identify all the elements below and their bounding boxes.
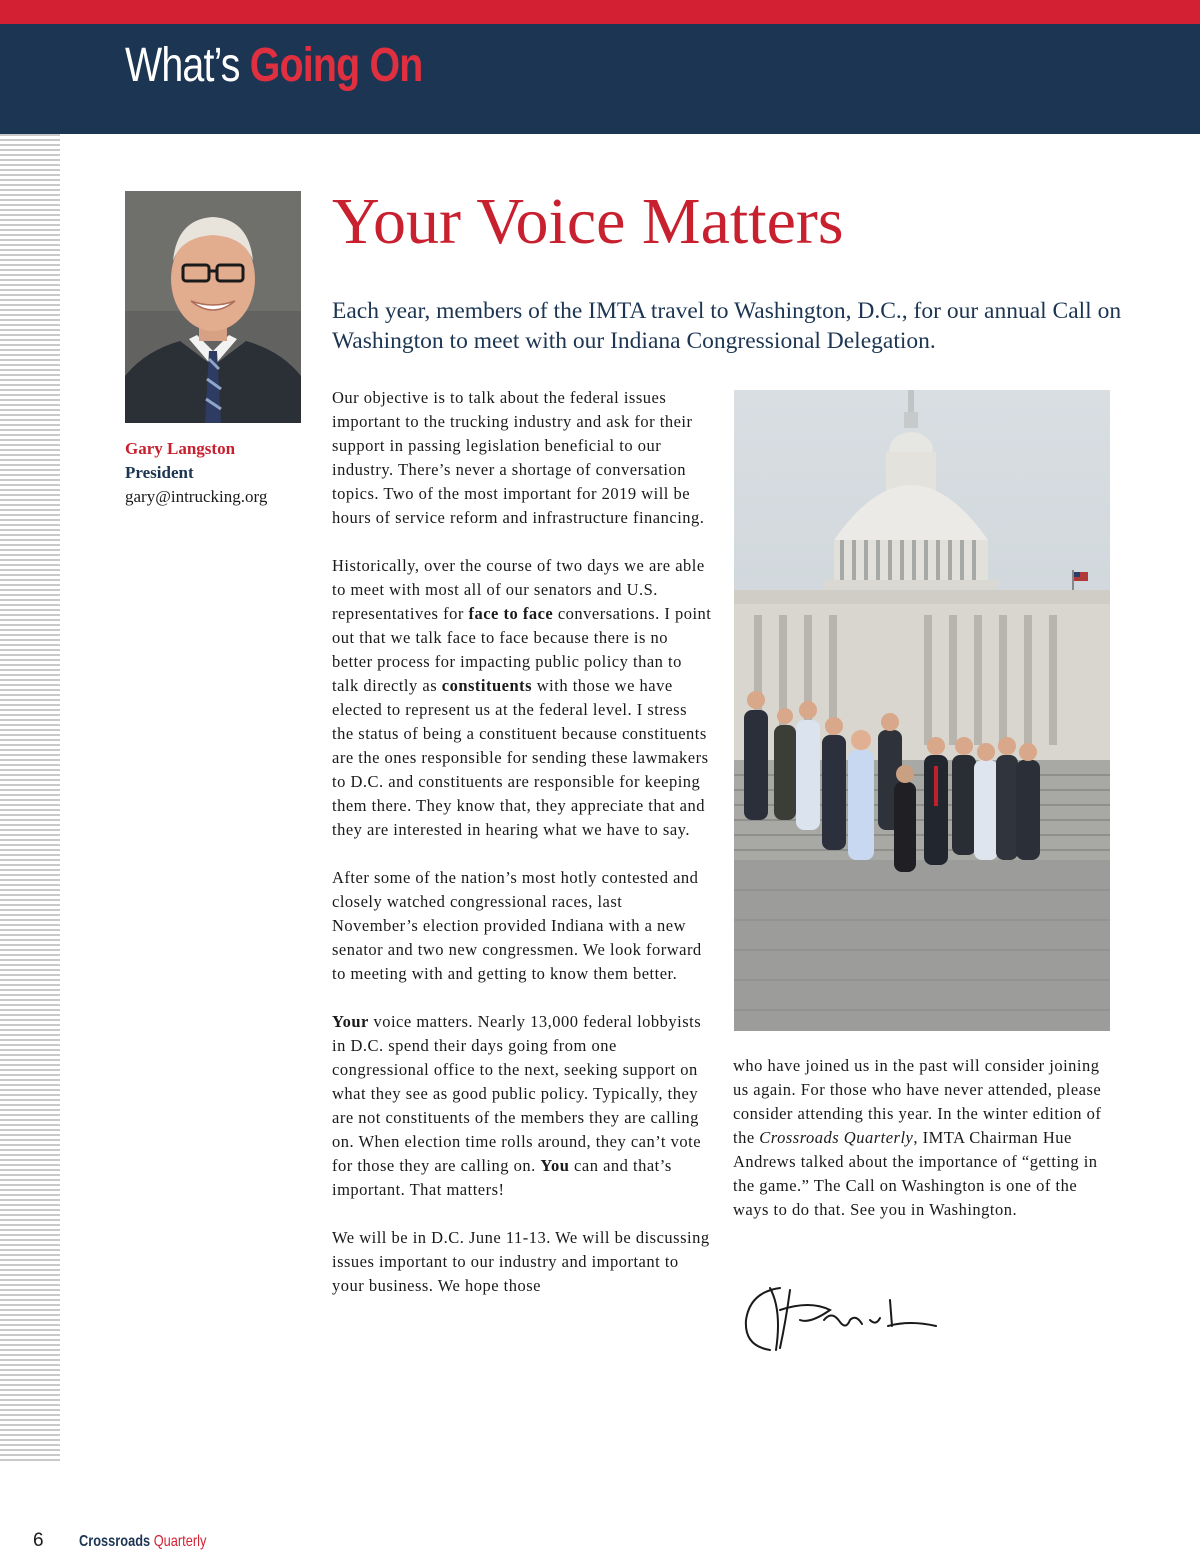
section-title: [125, 38, 422, 93]
publication-brand: Crossroads Quarterly: [79, 1533, 207, 1550]
paragraph-1: Our objective is to talk about the federal issues important to the trucking industry and ask for their support in passing legislation beneficial to our industry. There’s never a shortage of conversation topics. Two of the most important for 2019 will be hours of service reform and infrastructure financing.: [332, 388, 705, 527]
paragraph-2: Historically, over the course of two days we are able to meet with most all of our senators and U.S. representatives for face to face conversations. I point out that we talk face to face because there is no better process for impacting public policy than to talk directly as constituents with those we have elected to represent us at the federal level. I stress the status of being a constituent because constituents are the ones responsible for sending these lawmakers to D.C. and constituents are responsible for keeping them there. They know that, they appreciate that and they are interested in hearing what we have to say.: [332, 556, 712, 839]
section-title-light: What’s: [125, 39, 240, 92]
capitol-photo-icon: [734, 390, 1110, 1031]
author-role: President: [125, 463, 194, 482]
author-portrait: [125, 191, 301, 423]
article-column-left: [332, 386, 712, 1322]
article-column-right: [733, 1054, 1113, 1246]
paragraph-6: who have joined us in the past will consider joining us again. For those who have never attended, please consider attending this year. In the winter edition of the Crossroads Quarterly, IMTA Chairman Hue Andrews talked about the importance of “getting in the game.” The Call on Washington is one of the ways to do that. See you in Washington.: [733, 1056, 1102, 1219]
section-title-bold: Going On: [249, 39, 423, 92]
page-number: 6: [33, 1530, 44, 1551]
author-caption: [125, 437, 267, 509]
signature-icon: [740, 1280, 940, 1360]
author-name: Gary Langston: [125, 439, 236, 458]
author-email[interactable]: gary@intrucking.org: [125, 487, 268, 506]
portrait-photo-icon: [125, 191, 301, 423]
paragraph-3: After some of the nation’s most hotly contested and closely watched congressional races, last November’s election provided Indiana with a new senator and two new congressmen. We look forward to meeting with and getting to know them better.: [332, 868, 702, 983]
article-headline: Your Voice Matters: [332, 185, 844, 258]
article-intro: Each year, members of the IMTA travel to Washington, D.C., for our annual Call on Washington to meet with our Indiana Congressional Delegation.: [332, 298, 1122, 354]
top-accent-bar: [0, 0, 1200, 24]
paragraph-4: Your voice matters. Nearly 13,000 federal lobbyists in D.C. spend their days going from one congressional office to the next, seeking support on what they see as good public policy. Typically, they are not constituents of the members they are calling on. When election time rolls around, they can’t vote for those they are calling on. You can and that’s important. That matters!: [332, 1012, 702, 1199]
page-footer: [33, 1530, 207, 1552]
paragraph-5: We will be in D.C. June 11-13. We will be discussing issues important to our industry and important to your business. We hope those: [332, 1228, 710, 1295]
capitol-group-photo: [734, 390, 1110, 1031]
striped-gutter: [0, 134, 60, 1464]
